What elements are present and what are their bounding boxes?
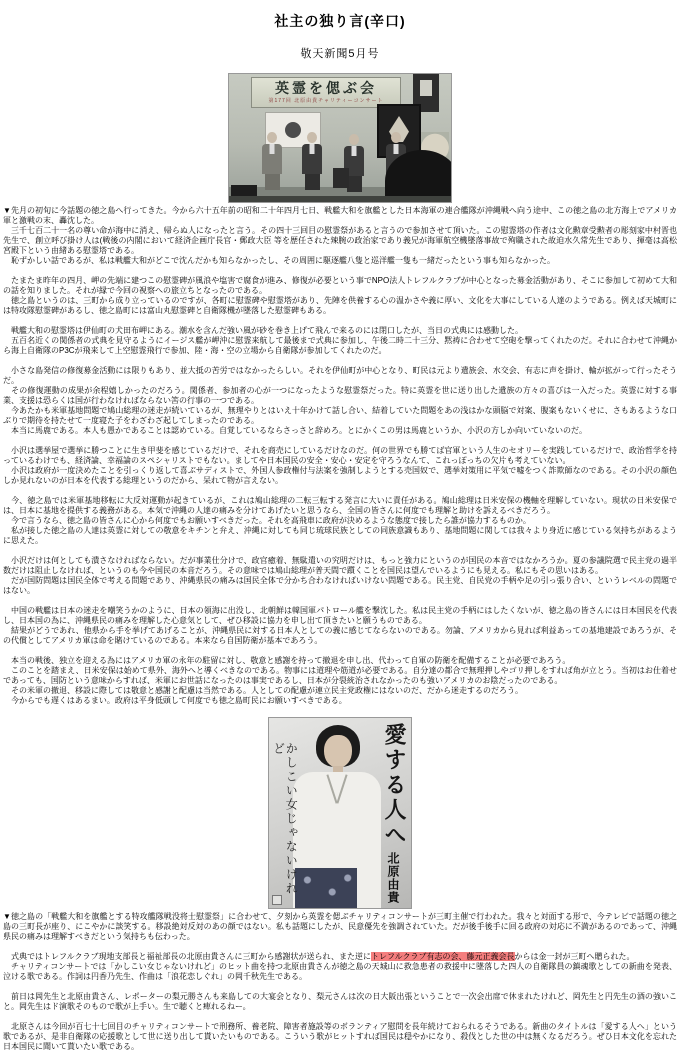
article-paragraph (3, 556, 677, 576)
paragraph-text: 小沢は選挙屋で選挙に勝つことに生き甲斐を感じているだけで、それを商売にしているだけなのだ。何の世界でも勝てば官軍という人生のセオリーを実践しているだけで、政治哲学を持っているわけでも、経済論、幸福論のスペシャリストでもない。ましてや日本国民の安全・安心・安定を守ろうなんて、これっぽっちの欠片も考えていない。 (3, 446, 677, 465)
banner-title: 英霊を偲ぶ会 (275, 80, 377, 96)
article-paragraph (3, 526, 677, 546)
paragraph-text: その修復運動の成果が余程嬉しかったのだろう。関係者、参加者の心が一つになったような慰霊祭だった。特に英霊を世に送り出した遺族の方々の喜びは一入だった。英霊に対する事業、支援は恐らくは国が行わなければならない筈の行事の一つである。 (3, 386, 677, 405)
article-paragraph (3, 576, 677, 596)
banner-subtitle: 第177回 北原由貴チャリティーコンサート (268, 98, 384, 104)
paragraph-text: 今で言うなら、徳之島の皆さんに心から何度でもお願いすべきだった。それを高飛車に政府が決めるような態度で接したら誰が協力するものか。 (3, 516, 531, 525)
stage-photo (229, 74, 451, 202)
person-figure (299, 132, 325, 192)
paragraph-text: 徳之島というのは、三町から成り立っているのですが、各町に慰霊碑や慰霊塔があり、先陣を供養する心の温かさや義に厚い、文化を大事にしている人達のようである。例えば天城町には特攻隊慰霊碑があるし、徳之島町には富山丸慰霊碑と自衛隊機が墜落した慰霊碑もある。 (3, 296, 677, 315)
paragraph-text: このことを踏まえ、日米安保は始めて県外、海外へと導くべきなのである。物事には道理や筋道が必要である。自分達の都合で無理押しやゴリ押しをすれば角が立とう。当初はお仕着せであっても、国防という意味からすれば、米軍にお世話になったのは事実であるし、日本が分裂統治されなかったのも強いアメリカのお陰だったのである。 (3, 666, 677, 685)
article-paragraph (3, 296, 677, 316)
person-figure (259, 132, 285, 192)
person-legs (305, 174, 320, 190)
highlighted-text: トレフルクラブ有志の会、藤元正義会長 (371, 952, 515, 961)
paragraph-text: 小さな島発信の修復募金活動には限りもあり、並大抵の苦労ではなかったらしい。それを伊仙町が中心となり、町民は元より遺族会、水交会、有志に声を掛け、輪が拡がって行ったそうだ。 (3, 366, 677, 385)
paragraph-text: だが国防問題は国民全体で考える問題であり、沖縄県民の痛みは国民全体で分かち合わなければいけない問題である。民主党、自民党の手柄や足の引っ張り合い、というレベルの問題ではない。 (3, 576, 677, 595)
article-paragraph (3, 912, 677, 942)
paragraph-text: 今からでも遅くはあるまい。政府は平身低頭して何度でも徳之島町民にお願いすべきである。 (3, 696, 347, 705)
person-shirt (394, 144, 399, 154)
article-paragraph (3, 336, 677, 356)
poster-song-title: 愛する人へ (381, 723, 407, 848)
page-title: 社主の独り言(辛口) (274, 13, 406, 29)
article-section (3, 366, 677, 436)
article-paragraph (3, 606, 677, 626)
article-paragraph (3, 206, 677, 226)
stage-edge (229, 196, 451, 202)
article-paragraph (3, 496, 677, 516)
article-paragraph (3, 686, 677, 696)
person-head (267, 132, 277, 143)
article-section (3, 1022, 677, 1052)
paragraph-text: 結果がどうであれ、他県から手を挙げてあげることが、沖縄県民に対する日本人としての義に感じてならないのである。勿論、アメリカから見れば利益あっての基地建設であろうが、その代償としてアメリカ軍は命を賭けているのである。本来なら自国防衛が基本であろう。 (3, 626, 677, 645)
paragraph-text: 前日は岡先生と北原由貴さん、レポーターの梨元勝さんも来島しての大宴会となり、梨元さんは次の日大阪出張ということで一次会出席で休まれたけれど、岡先生と円先生の酒の強いこと。岡先生はド演歌そのもので歌が上手い。生で聴くと痺れるねー。 (3, 992, 677, 1011)
record-label-mark (272, 895, 282, 905)
poster-side-text: かしこい女じゃないけれど (271, 742, 299, 896)
stage-podium (333, 168, 349, 188)
article-section (3, 556, 677, 596)
paragraph-text: 五百名近くの関係者の式典を見守るようにイージス艦が岬沖に慰霊来航して最後まで式典に参加し、午後二時二十三分、黙祷に合わせて空砲を撃ってくれたのだ。それに合わせて沖縄から海上自衛隊のP3Cが飛来して上空慰霊飛行で参加、陸・海・空の立場から自衛隊が参加してくれたのだ。 (3, 336, 677, 355)
cd-poster (269, 718, 411, 908)
paragraph-text: 今あたかも米軍基地問題で鳩山総理の迷走が続いているが、無理やりとはいえ十年かけて話し合い、結着していた問題をあの浅はかな頭脳で対案、腹案もないくせに、さもあるような口ぶりで期待を持たせて一度寝た子をわざわざ起してしまったのである。 (3, 406, 677, 425)
paragraph-text: チャリティコンサートでは「かしこい女じゃないけれど」のヒット曲を持つ北原由貴さんが徳之島の天城山に救急患者の救援中に墜落した四人の自衛隊員の鎮魂歌としての新曲を発表、泣ける歌である。作詞は円香乃先生、作曲は「浪花恋しぐれ」の岡千秋先生である。 (3, 962, 677, 981)
person-head (307, 132, 317, 143)
article-section (3, 912, 677, 942)
paragraph-text: その米軍の撤退、移設に際しては敬意と感謝と配慮は当然である。人としての配慮が連立民主党政権にはないのだ、だから迷走するのだろう。 (3, 686, 523, 695)
article-paragraph (3, 226, 677, 256)
paragraph-text: からは金一封が三町へ贈られた。 (514, 952, 635, 961)
article-section (3, 656, 677, 706)
article-paragraph (3, 446, 677, 466)
paragraph-text: 北原さんは今回が百七十七回目のチャリティコンサートで刑務所、養老院、障害者施設等のボランティア慰問を長年続けておられるそうである。新曲のタイトルは「愛する人へ」という歌であるが、是非自衛隊の応援歌として世に送り出して貰いたいものである。こういう歌がヒットすれば国民は穏やかになり、殺伐とした世の中は無くなるだろう。ぜひ日本文化を忘れた日本国民に聞いて貰いたい歌である。 (3, 1022, 677, 1051)
article-paragraph (3, 276, 677, 296)
article-paragraph (3, 992, 677, 1012)
article-paragraph (3, 326, 677, 336)
person-shirt (352, 146, 357, 156)
singer-face (324, 735, 352, 768)
article-paragraph (3, 952, 677, 962)
poster-artist-name: 北原由貴 (386, 852, 400, 904)
person-torso (262, 144, 282, 174)
person-head (349, 134, 359, 145)
article-paragraph (3, 626, 677, 646)
article-section (3, 606, 677, 646)
paragraph-text: 恥ずかしい話であるが、私は戦艦大和がどこで沈んだかも知らなかったし、その周囲に駆逐艦八隻と巡洋艦一隻も一緒だったという事も知らなかった。 (3, 256, 555, 265)
kimono-obi (295, 868, 357, 908)
article-section (3, 326, 677, 356)
article-paragraph (3, 366, 677, 386)
memorial-ceremony-photo (3, 74, 677, 202)
person-legs (265, 174, 280, 190)
person-torso (302, 144, 322, 174)
paragraph-text: 式典ではトレフルクラブ現地支部長と福祉部長の北原由貴さんに三町から感謝状が送られ、また逆に (3, 952, 371, 961)
article-paragraph (3, 256, 677, 266)
paragraph-text: 今、徳之島では米軍基地移転に大反対運動が起きているが、これは鳩山総理の二転三転する発言に大いに責任がある。鳩山総理は日米安保の機軸を理解していない。現状の日米安保では、日本に基地を提供する義務がある。本気で沖縄の人達の痛みを分けてあげたいと思うなら、全国の皆さんに何度でも理解と助けを訴えるべきだろう。 (3, 496, 677, 515)
paragraph-text: 本当の戦後、独立を迎える為にはアメリカ軍の永年の駐留に対し、敬意と感謝を持って撤退を申し出、代わって自軍の防衛を配備することが必要であろう。 (3, 656, 571, 665)
person-shirt (270, 144, 275, 154)
kimono-collar (326, 774, 337, 803)
article-paragraph (3, 516, 677, 526)
paragraph-text: 私が接した徳之島の人達は英霊に対しての敬意をキチンと弁え、沖縄に対しても同じ琉球民族としての同族意識もあり、基地問題に関しては我々より身近に感じている気持ちがあるように思えた。 (3, 526, 677, 545)
article-body-bottom (3, 912, 677, 1052)
paragraph-text: 小沢は政府が一度決めたことを引っくり返して喜ぶサディストで、外国人参政権付与法案を強制しようとする売国奴で、選挙対策用に平気で嘘をつく詐欺師なのである。その小沢の顔色しか見れないのが日本を代表する総理というのだから、呆れて物が言えない。 (3, 466, 677, 485)
page-subtitle: 敬天新聞5月号 (300, 48, 380, 60)
article-section (3, 206, 677, 266)
article-section (3, 992, 677, 1012)
paragraph-text: 三千七百二十一名の尊い命が海中に消え、帰らぬ人になったと言う。その四十三回目の慰霊祭があると言うので参加させて頂いた。この慰霊塔の作者は文化勲章受勲者の彫刻家中村晋也先生で、創立呼び掛け人は(戦後の内閣において経済企画庁長官・郵政大臣 等を歴任された辣腕の政治家であり義兄が海軍航空機墜落事故で殉職された故迫水久常先生であり、揮毫は高松宮殿下という由緒ある慰霊塔である。 (3, 226, 677, 255)
article-section (3, 952, 677, 982)
paragraph-text: 本当に馬鹿である。本人も愚かであることは認めている。自覚しているならさっさと辞めろ。とにかくこの男は馬鹿というか、小沢の方しか向いていないのだ。 (3, 426, 587, 435)
person-shirt (310, 144, 315, 154)
article-body-top (3, 206, 677, 706)
paragraph-text: ▼先月の初旬に今話題の徳之島へ行ってきた。今から六十五年前の昭和二十年四月七日、戦艦大和を旗艦とした日本海軍の連合艦隊が沖縄戦へ向う途中、この徳之島の北方海上でアメリカ軍と激戦の末、轟沈した。 (3, 206, 677, 225)
article-paragraph (3, 962, 677, 982)
paragraph-text: 中国の戦艦は日本の迷走を嘲笑うかのように、日本の領海に出没し、北朝鮮は韓国軍パトロール艦を撃沈した。私は民主党の手柄にはしたくないが、徳之島の皆さんには日本国民を代表し、日本国の為に、沖縄県民の痛みを理解した心意気として、ぜひ移設に協力を申し出て頂きたいと願うものである。 (3, 606, 677, 625)
article-paragraph (3, 656, 677, 666)
panel-artwork (420, 80, 432, 96)
article-paragraph (3, 666, 677, 686)
article-paragraph (3, 406, 677, 426)
kimono-collar (336, 774, 347, 803)
paragraph-text: 戦艦大和の慰霊塔は伊仙町の犬田布岬にある。潮水を含んだ強い風が砂を巻き上げて飛んで来るのには閉口したが、当日の式典には感動した。 (3, 326, 523, 335)
cd-poster-photo (3, 718, 677, 908)
paragraph-text: ▼徳之島の「戦艦大和を旗艦とする特攻艦隊戦没将士慰霊祭」に合わせて、夕刻から英霊を偲ぶチャリティコンサートが三町主催で行われた。我々と対面する形で、今テレビで話題の徳之島の三町長が座り、にこやかに談笑する。移設絶対反対のあの顔ではない。私も話題にしたが、民意優先を強調されていた。だが後手後手に回る政府の対応に不満があるのであって、沖縄県民の痛みは理解すべきだという気持ちも伝わった。 (3, 912, 677, 941)
article-paragraph (3, 1022, 677, 1052)
article-paragraph (3, 386, 677, 406)
article-paragraph (3, 466, 677, 486)
article-paragraph (3, 426, 677, 436)
article-section (3, 276, 677, 316)
article-section (3, 496, 677, 546)
paragraph-text: 小沢だけは何としても潰さなければならない。だが事業仕分けで、政官癒着、無駄遣いの究明だけは、もっと強力にというのが国民の本音ではなかろうか。夏の参議院選で民主党の過半数だけは阻止しなければ、というのも今や国民の本音だろう。その意味では鳩山総理が普天間で躓くことを国民は望んでいるようにも見える。私にもその思いはある。 (3, 556, 677, 575)
paragraph-text: たまたま昨年の四月、岬の先端に建つこの慰霊碑が風浪や塩害で腐食が進み、修復が必要という事でNPO法人トレフルクラブが中心となった募金活動があり、そこに参加して初めて大和の話を知りました。それが縁で今回の視察への旅立ちとなったのである。 (3, 276, 677, 295)
person-head (391, 132, 401, 143)
article-section (3, 446, 677, 486)
article-paragraph (3, 696, 677, 706)
